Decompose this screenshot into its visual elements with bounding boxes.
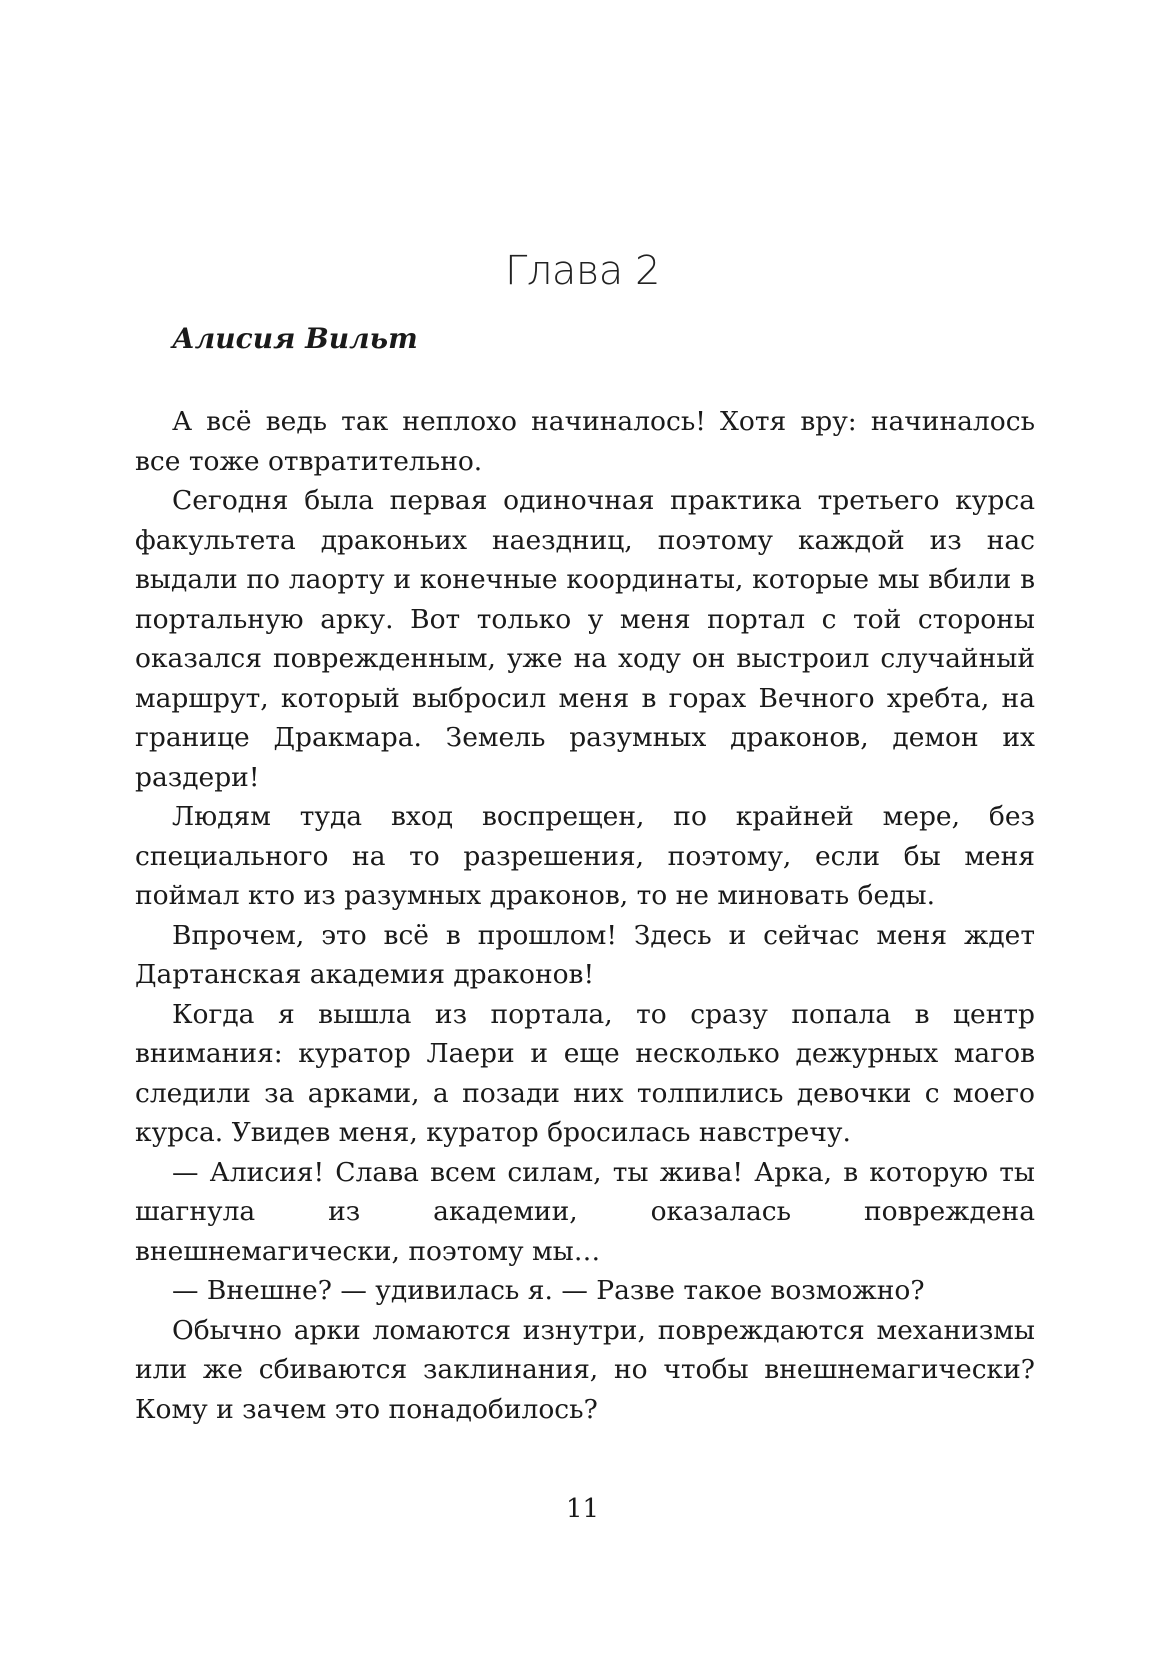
paragraph: — Алисия! Слава всем силам, ты жива! Арка, в которую ты шагнула из академии, оказалась повреждена внешнемагически, поэтому мы… xyxy=(135,1156,1035,1267)
paragraph: Когда я вышла из портала, то сразу попала в центр внимания: куратор Лаери и еще несколько дежурных магов следили за арками, а позади них толпились девочки с моего курса. Увидев меня, куратор бросилась навстречу. xyxy=(135,998,1035,1148)
section-author-heading: Алисия Вильт xyxy=(172,322,418,355)
paragraph: Людям туда вход воспрещен, по крайней мере, без специального на то разрешения, поэтому, если бы меня поймал кто из разумных драконов, то не миновать беды. xyxy=(135,801,1035,911)
body-text xyxy=(135,402,1035,1429)
page-number: 11 xyxy=(565,1494,600,1524)
paragraph: А всё ведь так неплохо начиналось! Хотя вру: начиналось все тоже отвратительно. xyxy=(135,406,1035,477)
paragraph: Обычно арки ломаются изнутри, повреждаются механизмы или же сбиваются заклинания, но чтобы внешнемагически? Кому и зачем это понадобилось? xyxy=(135,1314,1035,1425)
chapter-title: Глава 2 xyxy=(505,248,660,294)
paragraph: Впрочем, это всё в прошлом! Здесь и сейчас меня ждет Дартанская академия драконов! xyxy=(135,919,1035,990)
paragraph: — Внешне? — удивилась я. — Разве такое возможно? xyxy=(172,1275,925,1306)
paragraph: Сегодня была первая одиночная практика третьего курса факультета драконьих наездниц, поэтому каждой из нас выдали по лаорту и конечные координаты, которые мы вбили в портальную арку. Вот только у меня портал с той стороны оказался поврежденным, уже на ходу он выстроил случайный маршрут, который выбросил меня в горах Вечного хребта, на границе Дракмара. Земель разумных драконов, демон их раздери! xyxy=(135,485,1035,793)
